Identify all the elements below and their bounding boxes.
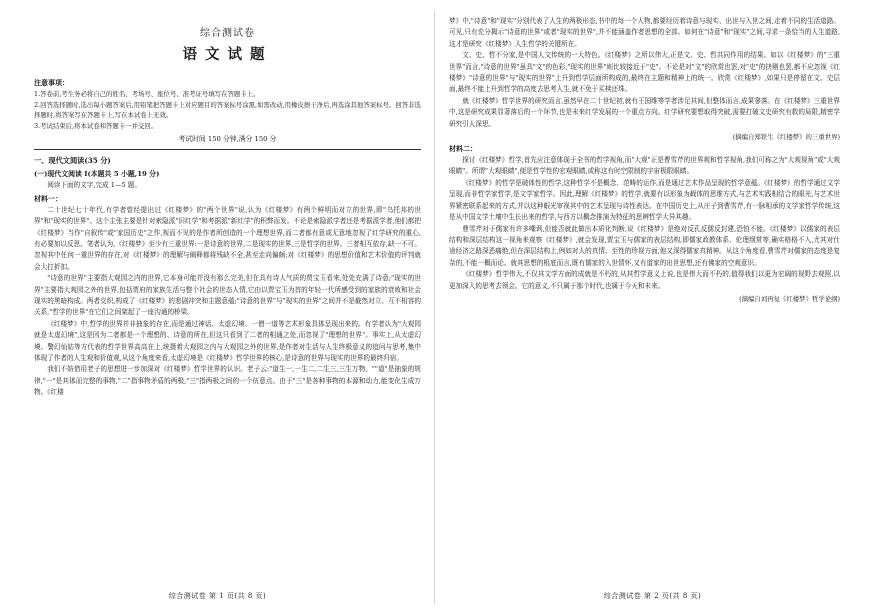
paragraph: 《红楼梦》中,哲学的世界并非抽象的存在,而是通过神话、太虚幻境、一僧一道等艺术形象具体呈现出来的。有学者认为"大观园就是太虚幻境",这是因为二者都是一个理想的、诗意的所在,但这只看到了二者的相通之处,而忽视了"理想的世界"。事实上,从太虚幻境、警幻仙姑等方代表的哲学世界高高在上,统摄着大观园之内与大观园之外的世界,是作者对生活与人生终极意义的追问与思考,集中体现了作者的人生观和价值观,从这个角度来看,太虚幻境是《红楼梦》哲学世界的核心,是诗意的世界与现实的世界的最终归宿。 xyxy=(34,319,421,363)
instruction: 阅读下面的文字,完成 1—5 题。 xyxy=(47,181,141,190)
paragraph: 我们不妨借用老子的思想进一步加深对《红楼梦》哲学世界的认识。老子云:"道生一,一生二,二生三,三生万物。""道"是抽象的规律,"一"是其体而完整的事物,"二"指事物矛盾的两极,"三"指两极之间的一个伍意点。由于"三"是各种事物的本源和动力,能变化生成万物。《红楼 xyxy=(34,365,421,397)
exam-title: 综合测试卷 xyxy=(200,28,255,39)
time-info: 考试时间 150 分钟,满分 150 分 xyxy=(178,135,277,144)
paragraph: 《红楼梦》哲学伟大,不仅其文学方面的成就是不朽的,从其哲学意义上说,也是伟大而不朽的,值得我们以更为宏阔的视野去观照,以更加深入的思考去领会。它的意义,不只属于那个时代,也属于今天和未来。 xyxy=(449,270,840,290)
paragraph: 探讨《红楼梦》哲学,首先应注意体现于全书的哲学视角,而"大观"正是曹雪芹的世界观和哲学视角,我们可称之为"大观视角"或"大观眼睛"。所谓"大观眼睛",便是哲学性的宏观眼睛,或称这有时空限制的宇宙极限眼睛。 xyxy=(449,156,840,176)
subsection-heading: (一)现代文阅读 I(本题共 5 小题,19 分) xyxy=(34,170,160,179)
right-page xyxy=(435,0,870,615)
paragraph: 就《红楼梦》哲学世界的研究而言,虽然早在二十世纪初,就有王国维等学者涉足其间,但整体而言,成果寥落。在《红楼梦》三重世界中,这是研究成果显著落后的一个环节,也是未来红学发展的一个重点方向。红学研究要想取得突破,需要打破文史研究有救的局限,精密学研究引人深思。 xyxy=(449,96,840,128)
paragraph: 梦》中,"诗意"和"现实"分别代表了人生的两极形态,书中的每一个人物,都要经历着诗意与现实、出世与入世之间,走着不同的生活道路。可见,只有充分揭示"诗意的世界"或者"现实的世界",并不能涵盖作者思想的全部。如何在"诗意"和"现实"之间,寻求一条恰当的人生道路,这才是研究《红楼梦》人生哲学的关键所在。 xyxy=(449,17,840,48)
page-footer: 综合测试卷 第 2 页(共 8 页) xyxy=(603,592,702,600)
notice-item: 3.考试结束后,将本试卷和答题卡一并交回。 xyxy=(34,121,158,130)
paragraph: 文、史、哲不分家,是中国人文传统的一大特色。《红楼梦》之所以伟大,正是文、史、哲共同作用的结果。如以《红楼梦》的"三重世界"而言,"诗意的世界"虽具"文"的色彩,"现实的世界"则比较接近于"史"。不论是对"文"的欣赏也罢,对"史"的抉剔也罢,都不应忽视《红楼梦》"诗意的世界"与"现实的世界"上升到哲学层面所构成的,最终在主题和精神上的统一。欣赏《红楼梦》,如果只是停留在文、史层面,最终不能上升到哲学的高度去思考人生,就不免于买椟还珠。 xyxy=(449,51,840,94)
notice-title: 注意事项： xyxy=(34,78,69,87)
citation: (摘编自郑铁生《红楼梦》的三重世界) xyxy=(732,133,840,142)
notice-item: 2.回答选择题时,选出每小题答案后,用铅笔把答题卡上对应题目的答案标号涂黑,如需改动,用橡皮擦干净后,再选涂其他答案标号。回答非选择题时,将答案写在答题卡上,写在本试卷上无效。 xyxy=(34,100,421,120)
notice-item: 1.答卷前,考生务必将自己的姓名、考场号、座位号、准考证号填写在答题卡上。 xyxy=(34,90,260,98)
paragraph: 二十世纪七十年代,有学者曾经提出过《红楼梦》的"两个世界"说,认为《红楼梦》有两个鲜明而对立的世界,即"乌托邦的世界"和"现实的世界"。这个主张主要是针对索隐派"旧红学"和考据派"新红学"的积弊而发。不论是索隐派学者还是考据派学者,他们都把《红楼梦》当作"自叙传"或"家国历史"之作,视而不见的是作者所创造的一个理想世界,而二者都有意或无意地忽视了红学研究的重心,有必要加以反思。笔者认为,《红楼梦》至少有三重世界:一是诗意的世界,二是现实的世界,三是哲学的世界。三者相互依存,缺一不可。忽视其中任何一重世界的存在,对《红楼梦》的理解与阐释都将残缺不全,甚至走向偏颇;对《红楼梦》的思想价值和艺术价值的评判就会大打折扣。 xyxy=(34,205,421,271)
page-footer: 综合测试卷 第 1 页(共 8 页) xyxy=(168,592,267,600)
citation: (摘编自刘再复《红楼梦》哲学论纲) xyxy=(739,294,840,303)
material-label: 材料二： xyxy=(449,144,477,154)
section-heading: 一、现代文阅读(35 分) xyxy=(34,156,111,166)
subject-title: 语文试题 xyxy=(182,46,273,63)
paragraph: 曹雪芹对于儒家有许多嘲讽,但能否就此做出本质化判断,说《红楼梦》是绝对反孔反儒反封建,恐怕不能。《红楼梦》以儒家的表层结构和深层结构这一视角来观察《红楼梦》,就会发现,贾宝玉与儒家的表层结构,即儒家政教体系、伦理纲常等,确实格格不入,尤其对仕途经济之路深恶痛绝,但在深层结构上,例如对人的真情、至性的珍视方面,他又深得儒家真精神。从这个角度看,曹雪芹对儒家的态度是复杂的,不能一概而论。就其思想的根底而言,既有儒家的入世情怀,又有道家的出世思想,还有佛家的空观意识。 xyxy=(449,224,840,267)
material-label: 材料一： xyxy=(34,193,62,203)
divider xyxy=(34,149,421,150)
paragraph: "诗意的世界"主要指大观园之内的世界,它本身可能并没有那么完美,但在具有诗人气质的贾宝玉看来,处处充满了诗意;"现实的世界"主要指大观园之外的世界,包括贾府的家族生活与整个社会的世态人情,它由以贾宝玉为首的年轻一代所感受到的家族的衰败和社会现实的黑暗构成。两者交织,构成了《红楼梦》的悲剧冲突和主题意蕴;"诗意的世界"与"现实的世界"之间并不是截然对立、互不相容的关系,"哲学的世界"在它们之间架起了一座沟通的桥梁。 xyxy=(34,274,421,317)
paragraph: 《红楼梦》的哲学是破体性的哲学,这种哲学不是概念、范畴的运作,而是通过艺术作品呈现的哲学意蕴。《红楼梦》的哲学通过文学呈现,而非哲学家哲学,是文学家哲学。因此,理解《红楼梦》的哲学,就要有以形象为载体的思维方式,与艺术实践相结合的眼光,与艺术世界紧密联系起来的方式,并以这种眼光审视其中的艺术呈现与诗性表达。在中国历史上,从庄子到曹雪芹,有一脉相承的文学家哲学传统,这是从中国文学土壤中生长出来的哲学,与西方以概念推演为特征的思辨哲学大异其趣。 xyxy=(449,178,840,222)
